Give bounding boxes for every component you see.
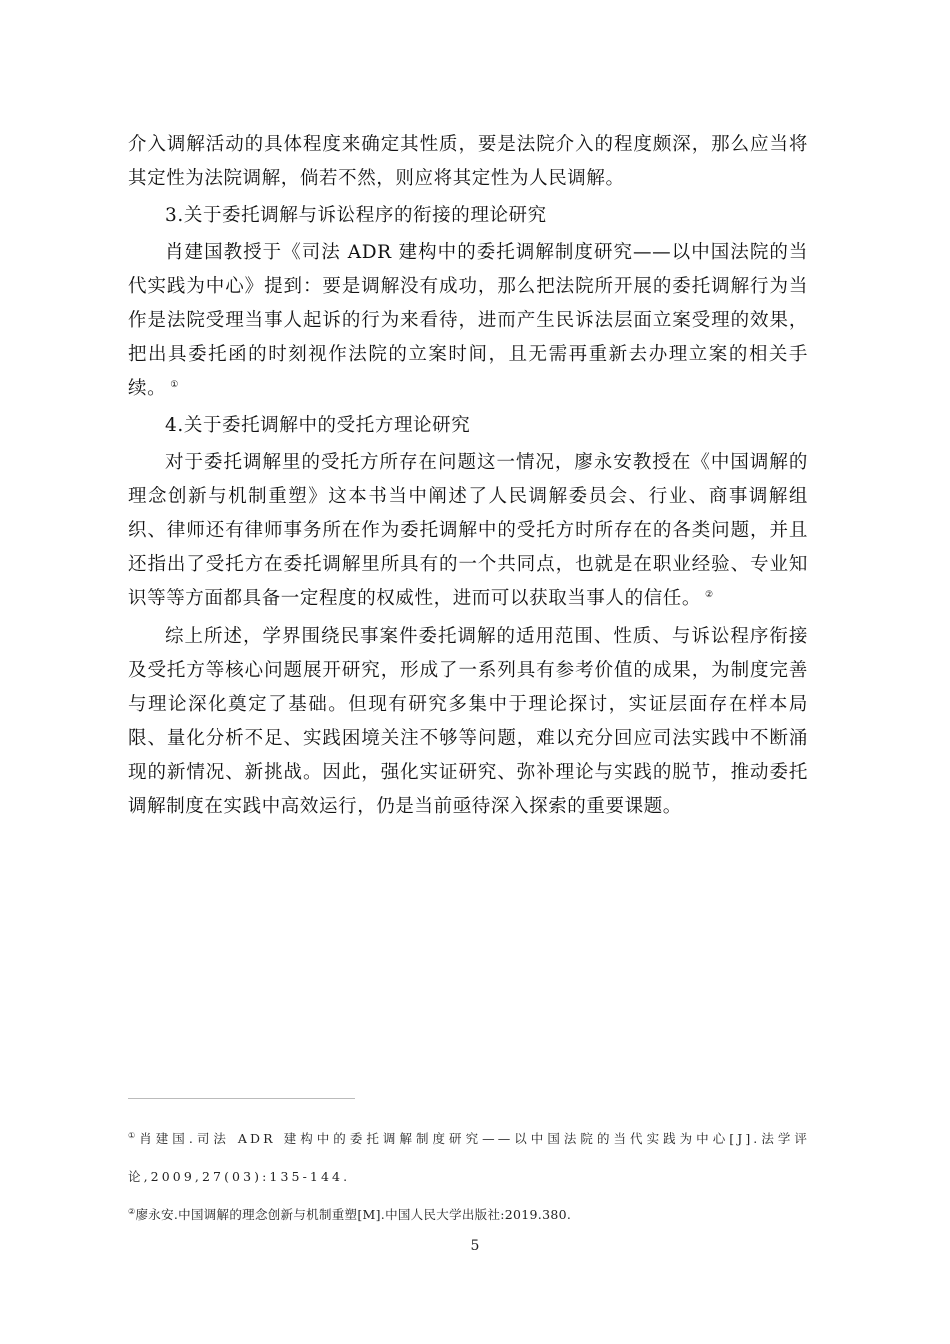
footnote-1 xyxy=(128,1120,810,1196)
section-heading-4 xyxy=(128,409,808,443)
page-number: 5 xyxy=(470,1238,480,1254)
paragraph-text: 综上所述，学界围绕民事案件委托调解的适用范围、性质、与诉讼程序衔接及受托方等核心问题展开研究，形成了一系列具有参考价值的成果，为制度完善与理论深化奠定了基础。但现有研究多集中于理论探讨，实证层面存在样本局限、量化分析不足、实践困境关注不够等问题，难以充分回应司法实践中不断涌现的新情况、新挑战。因此，强化实证研究、弥补理论与实践的脱节，推动委托调解制度在实践中高效运行，仍是当前亟待深入探索的重要课题。 xyxy=(128,626,808,817)
footnote-text: 廖永安.中国调解的理念创新与机制重塑[M].中国人民大学出版社:2019.380. xyxy=(135,1207,572,1222)
paragraph-continuation xyxy=(128,128,808,196)
paragraph-text: 对于委托调解里的受托方所存在问题这一情况，廖永安教授在《中国调解的理念创新与机制重塑》这本书当中阐述了人民调解委员会、行业、商事调解组织、律师还有律师事务所在作为委托调解中的受托方时所存在的各类问题，并且还指出了受托方在委托调解里所具有的一个共同点，也就是在职业经验、专业知识等等方面都具备一定程度的权威性，进而可以获取当事人的信任。 xyxy=(128,452,808,609)
body-text xyxy=(128,128,808,824)
footnotes xyxy=(128,1120,810,1234)
footnote-mark: ② xyxy=(128,1206,136,1216)
footnote-reference-1[interactable]: ① xyxy=(170,379,179,390)
paragraph-text: 介入调解活动的具体程度来确定其性质，要是法院介入的程度颇深，那么应当将其定性为法院调解，倘若不然，则应将其定性为人民调解。 xyxy=(128,134,808,189)
section-heading-3 xyxy=(128,199,808,233)
heading-text: 3.关于委托调解与诉讼程序的衔接的理论研究 xyxy=(165,205,547,226)
paragraph-summary xyxy=(128,620,808,824)
paragraph-liao-yongan xyxy=(128,446,808,616)
footnote-separator xyxy=(128,1098,355,1099)
paragraph-text: 肖建国教授于《司法 ADR 建构中的委托调解制度研究——以中国法院的当代实践为中心》提到：要是调解没有成功，那么把法院所开展的委托调解行为当作是法院受理当事人起诉的行为来看待，进而产生民诉法层面立案受理的效果，把出具委托函的时刻视作法院的立案时间，且无需再重新去办理立案的相关手续。 xyxy=(128,242,808,399)
footnote-text: 肖建国.司法 ADR 建构中的委托调解制度研究——以中国法院的当代实践为中心[J].法学评论,2009,27(03):135-144. xyxy=(128,1131,810,1184)
paragraph-xiao-jianguo xyxy=(128,236,808,406)
heading-text: 4.关于委托调解中的受托方理论研究 xyxy=(165,415,471,436)
footnote-mark: ① xyxy=(128,1130,140,1140)
footnote-reference-2[interactable]: ② xyxy=(705,589,714,600)
footnote-2 xyxy=(128,1196,810,1234)
